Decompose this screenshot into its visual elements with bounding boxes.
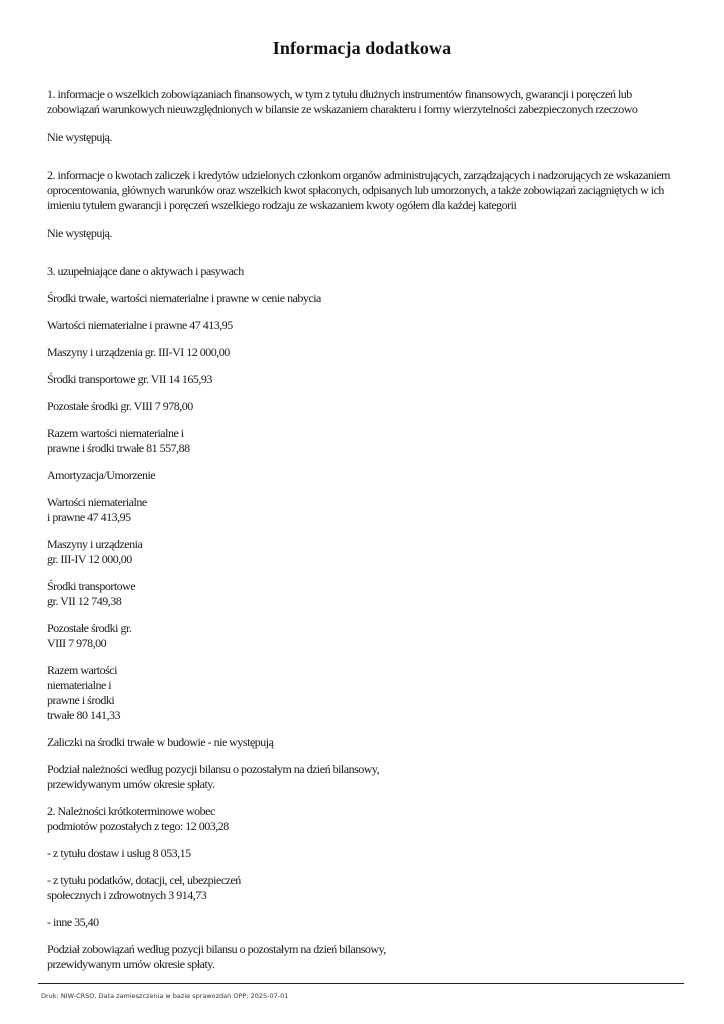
section-3-heading: 3. uzupełniające dane o aktywach i pasywach [47,264,244,278]
section-3-paragraph: Środki trwałe, wartości niematerialne i prawne w cenie nabycia [47,291,321,305]
section-3-paragraph: Środki transportowe gr. VII 12 749,38 [47,579,136,608]
section-3-paragraph: Amortyzacja/Umorzenie [47,468,156,482]
section-3-paragraph: - inne 35,40 [47,915,99,929]
section-3-paragraph: - z tytułu dostaw i usług 8 053,15 [47,846,191,860]
section-3-paragraph: Maszyny i urządzenia gr. III-VI 12 000,00 [47,345,230,359]
section-3-paragraph: Maszyny i urządzenia gr. III-IV 12 000,00 [47,537,143,566]
section-3-paragraph: Wartości niematerialne i prawne 47 413,95 [47,495,147,524]
section-2-answer: Nie występują. [47,226,112,240]
section-3-paragraph: Wartości niematerialne i prawne 47 413,95 [47,318,233,332]
document-body [47,87,683,972]
section-3-paragraph: Razem wartości niematerialne i prawne i środki trwałe 81 557,88 [47,426,190,455]
footer-divider [38,983,684,984]
section-3-paragraph: Razem wartości niematerialne i prawne i środki trwałe 80 141,33 [47,663,120,722]
section-3-paragraph: Środki transportowe gr. VII 14 165,93 [47,372,212,386]
page-title: Informacja dodatkowa [272,38,452,58]
section-3-paragraph: Zaliczki na środki trwałe w budowie - nie występują [47,735,274,749]
section-1-answer: Nie występują. [47,130,112,144]
section-3-paragraph: - z tytułu podatków, dotacji, ceł, ubezpieczeń społecznych i zdrowotnych 3 914,73 [47,873,241,902]
page-footer: Druk: NIW-CRSO, Data zamieszczenia w bazie sprawozdań OPP: 2025-07-01 [41,992,289,1000]
section-2-text: 2. informacje o kwotach zaliczek i kredytów udzielonych członkom organów administrujących, zarządzających i nadzorujących ze wskazaniem oprocentowania, głównych warunków oraz wszelkich kwot spłaconych, odpisanych lub umorzonych, a także zobowiązań zaciągniętych w ich imieniu tytułem gwarancji i poręczeń wszelkiego rodzaju ze wskazaniem kwoty ogółem dla każdej kategorii [47,168,670,212]
section-1-text: 1. informacje o wszelkich zobowiązaniach finansowych, w tym z tytułu dłużnych instrumentów finansowych, gwarancji i poręczeń lub zobowiązań warunkowych nieuwzględnionych w bilansie ze wskazaniem charakteru i formy wierzytelności zabezpieczonych rzeczowo [47,87,638,116]
section-3-paragraph: 2. Należności krótkoterminowe wobec podmiotów pozostałych z tego: 12 003,28 [47,804,229,833]
section-3-paragraph: Podział zobowiązań według pozycji bilansu o pozostałym na dzień bilansowy, przewidywanym umów okresie spłaty. [47,942,386,971]
section-3-paragraph: Pozostałe środki gr. VIII 7 978,00 [47,399,193,413]
section-3-paragraph: Podział należności według pozycji bilansu o pozostałym na dzień bilansowy, przewidywanym umów okresie spłaty. [47,762,380,791]
section-3-paragraph: Pozostałe środki gr. VIII 7 978,00 [47,621,132,650]
